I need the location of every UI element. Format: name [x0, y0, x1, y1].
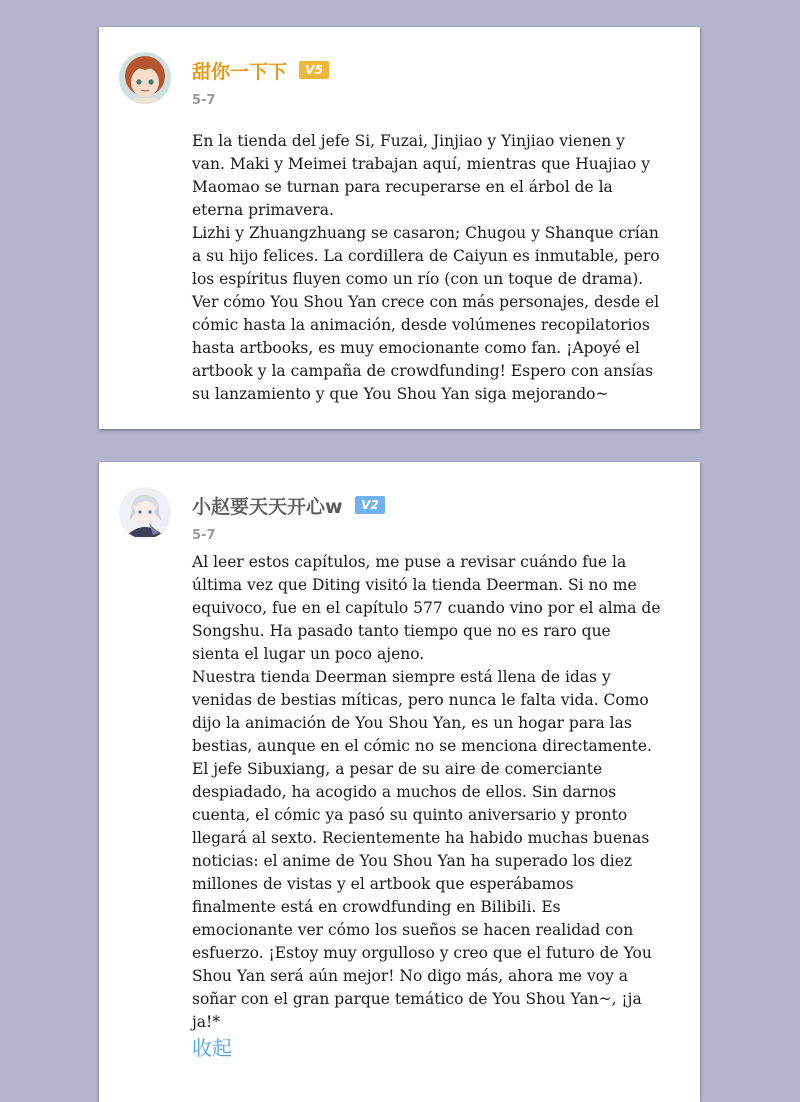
comment-text: En la tienda del jefe Si, Fuzai, Jinjiao y Yinjiao vienen y van. Maki y Meimei trabajan aquí, mientras que Huajiao y Maomao se turnan para recuperarse en el árbol de la eterna primavera. Lizhi y Zhuangzhuang se casaron; Chugou y Shanque crían a su hijo felices. La cordillera de Caiyun es inmutable, pero los espíritus fluyen como un río (con un toque de drama). Ver cómo You Shou Yan crece con más personajes, desde el cómic hasta la animación, desde volúmenes recopilatorios hasta artbooks, es muy emocionante como fan. ¡Apoyé el artbook y la campaña de crowdfunding! Espero con ansías su lanzamiento y que You Shou Yan siga mejorando~: [192, 132, 660, 403]
level-badge: V5: [299, 61, 329, 79]
girl-avatar-icon: [119, 52, 171, 104]
comment-card: [99, 462, 700, 1102]
user-avatar[interactable]: [119, 52, 171, 104]
level-badge: V2: [355, 496, 385, 514]
comment-card: [99, 27, 700, 429]
collapse-button[interactable]: 收起: [192, 1036, 232, 1060]
comment-text: Al leer estos capítulos, me puse a revisar cuándo fue la última vez que Diting visitó la tienda Deerman. Si no me equivoco, fue en el capítulo 577 cuando vino por el alma de Songshu. Ha pasado tanto tiempo que no es raro que sienta el lugar un poco ajeno. Nuestra tienda Deerman siempre está llena de idas y venidas de bestias míticas, pero nunca le falta vida. Como dijo la animación de You Shou Yan, es un hogar para las bestias, aunque en el cómic no se menciona directamente. El jefe Sibuxiang, a pesar de su aire de comerciante despiadado, ha acogido a muchos de ellos. Sin darnos cuenta, el cómic ya pasó su quinto aniversario y pronto llegará al sexto. Recientemente ha habido muchas buenas noticias: el anime de You Shou Yan ha superado los diez millones de vistas y el artbook que esperábamos finalmente está en crowdfunding en Bilibili. Es emocionante ver cómo los sueños se hacen realidad con esfuerzo. ¡Estoy muy orgulloso y creo que el futuro de You Shou Yan será aún mejor! No digo más, ahora me voy a soñar con el gran parque temático de You Shou Yan~, ¡ja ja!*: [192, 553, 661, 1031]
white-haired-avatar-icon: [119, 487, 171, 539]
username[interactable]: 甜你一下下: [192, 61, 288, 83]
comment-date: 5-7: [192, 93, 216, 108]
comment-date: 5-7: [192, 528, 216, 543]
user-avatar[interactable]: [119, 487, 171, 539]
username[interactable]: 小赵要天天开心w: [192, 496, 343, 518]
